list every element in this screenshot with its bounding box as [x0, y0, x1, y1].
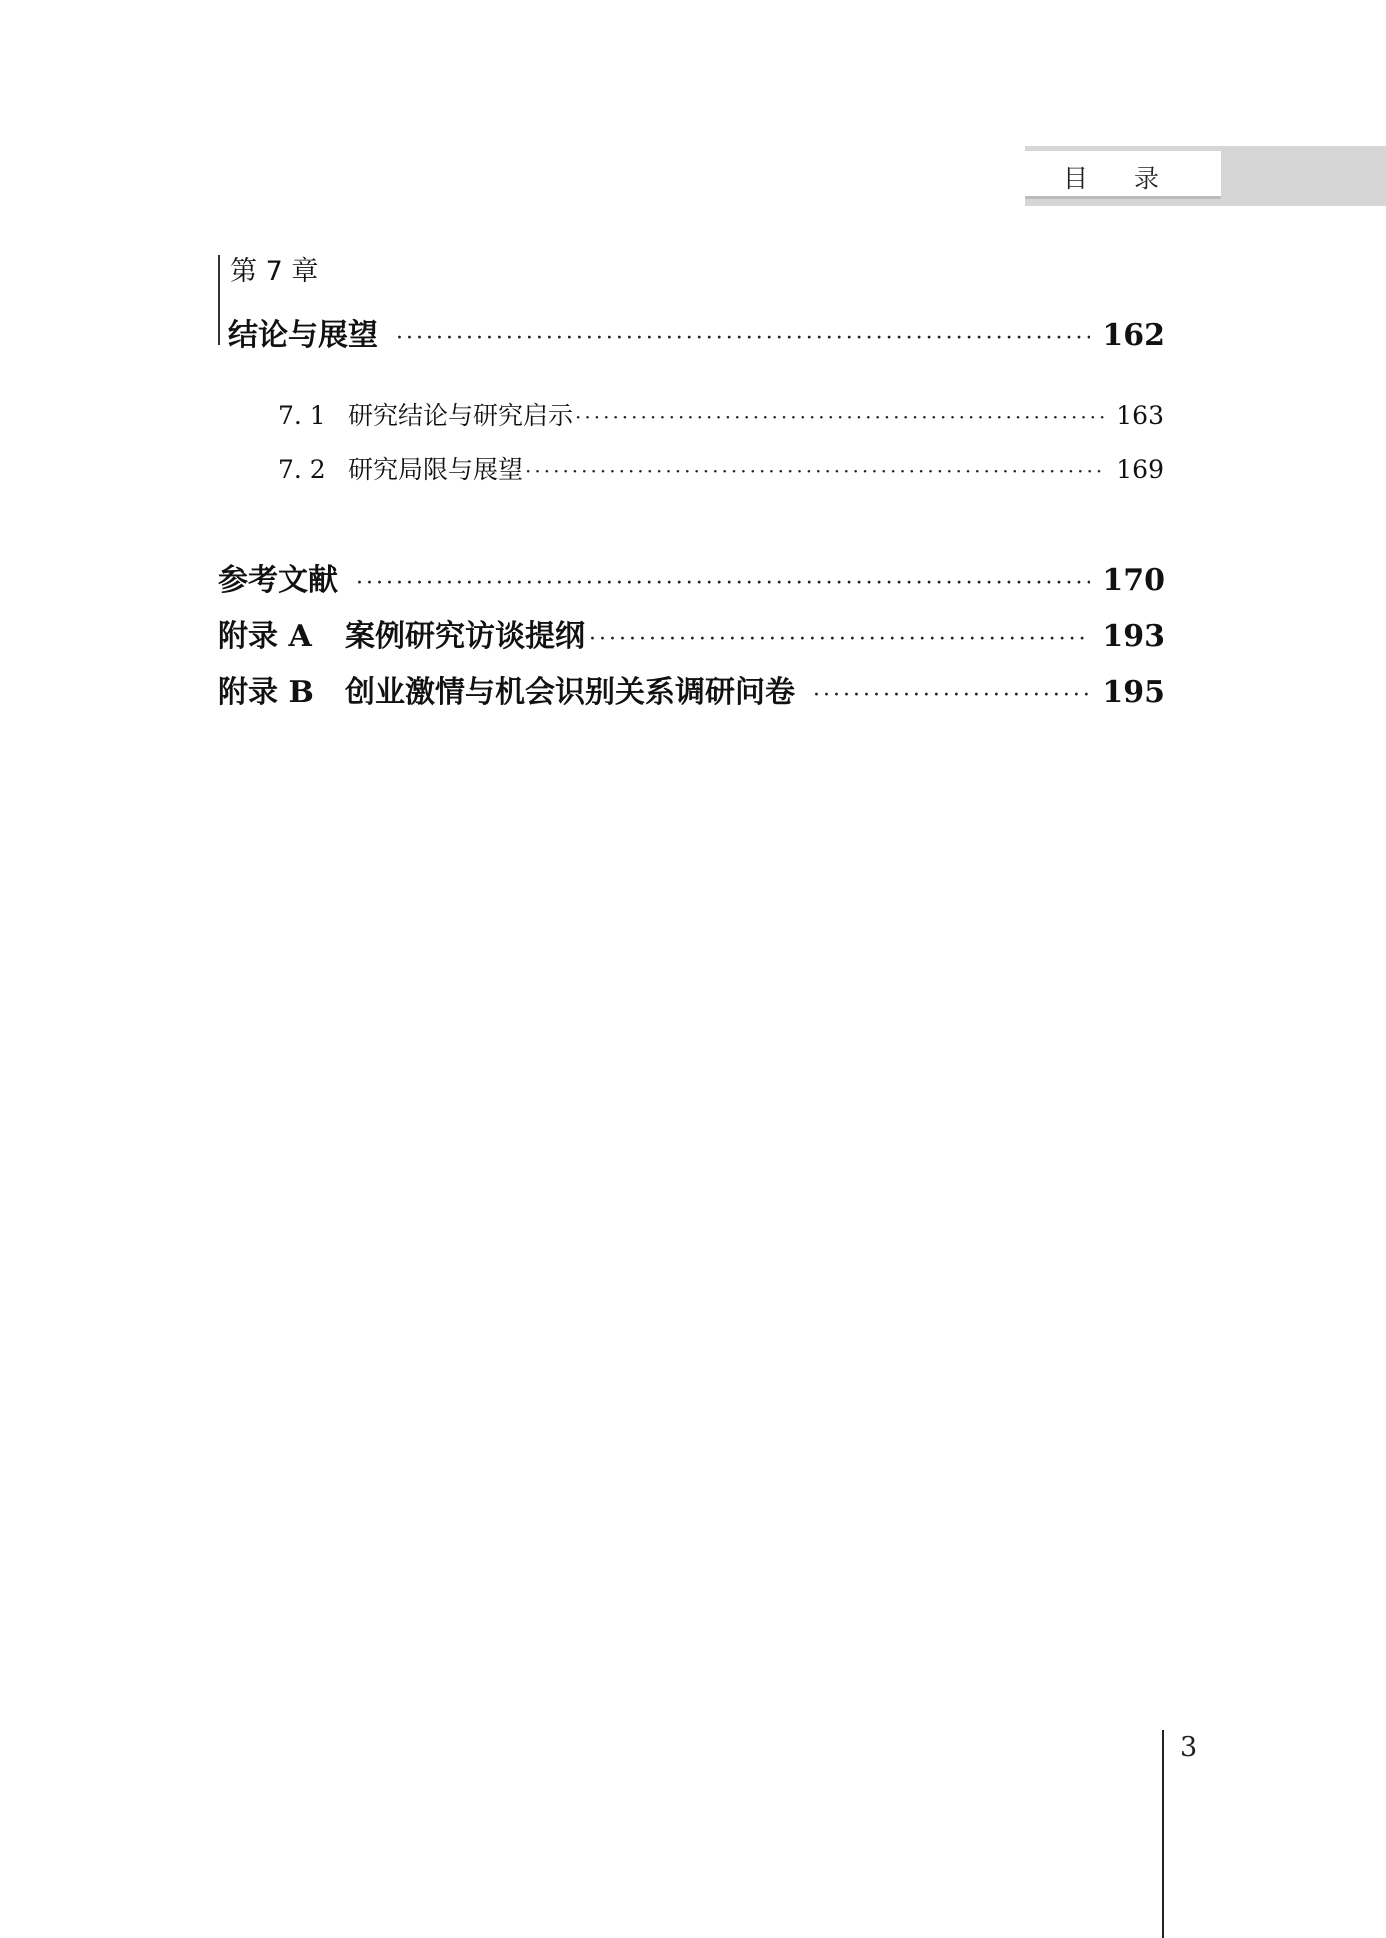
- dot-leader: [396, 326, 1090, 351]
- page-number: 195: [1102, 675, 1165, 710]
- toc-entry-chapter-7[interactable]: [228, 310, 1165, 354]
- dot-leader: [525, 459, 1104, 483]
- toc-entry-appendix-b[interactable]: [218, 667, 1165, 711]
- appendix-title: 创业激情与机会识别关系调研问卷: [345, 675, 795, 710]
- section-title: 研究结论与研究启示: [348, 401, 574, 430]
- section-number: 7. 2: [278, 455, 326, 484]
- section-title: 研究局限与展望: [348, 455, 524, 484]
- header-tab-face: [1025, 151, 1221, 199]
- dot-leader: [813, 683, 1090, 708]
- section-number: 7. 1: [278, 401, 326, 430]
- chapter-title: 结论与展望: [228, 318, 378, 353]
- page-number: 193: [1102, 619, 1165, 654]
- appendix-prefix: 附录 B: [218, 675, 314, 710]
- page-number: 169: [1116, 455, 1164, 484]
- appendix-prefix: 附录 A: [218, 619, 312, 654]
- toc-entry-references[interactable]: [218, 555, 1165, 599]
- appendix-title: 案例研究访谈提纲: [345, 619, 585, 654]
- folio-rule: [1162, 1730, 1164, 1938]
- dot-leader: [575, 405, 1104, 429]
- page-number: 163: [1116, 401, 1164, 430]
- page-number: 162: [1102, 318, 1165, 353]
- toc-entry-appendix-a[interactable]: [218, 611, 1165, 655]
- toc-entry-section-7-1[interactable]: [278, 396, 1164, 432]
- running-header-label: 目录: [1063, 164, 1206, 193]
- dot-leader: [356, 571, 1090, 596]
- references-title: 参考文献: [218, 563, 338, 598]
- folio-page-number: 3: [1180, 1732, 1198, 1763]
- toc-entry-section-7-2[interactable]: [278, 450, 1164, 486]
- dot-leader: [589, 627, 1090, 652]
- running-header-tab: [1025, 146, 1386, 206]
- page-number: 170: [1102, 563, 1165, 598]
- chapter-number-label: 第 7 章: [230, 256, 319, 287]
